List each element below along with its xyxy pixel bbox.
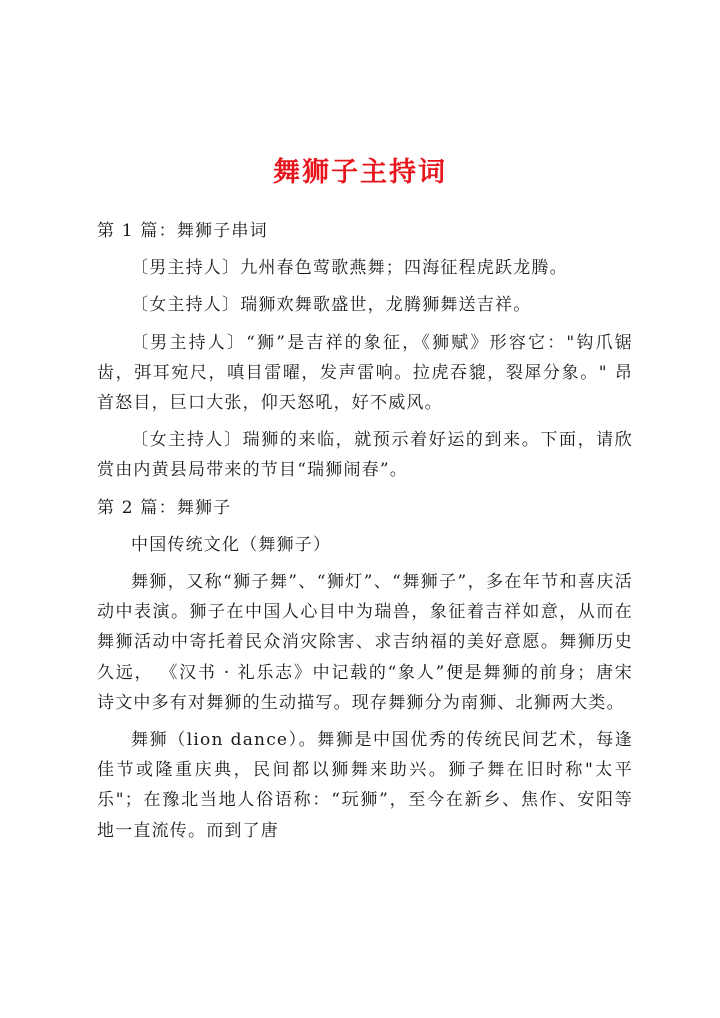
- paragraph: 〔男主持人〕“狮”是吉祥的象征，《狮赋》形容它："钩爪锯齿，弭耳宛尺，嗔目雷曜，发声雷响。拉虎吞貔，裂犀分象。" 昂首怒目，巨口大张，仰天怒吼，好不威风。: [97, 332, 633, 414]
- paragraph: 舞狮，又称“狮子舞”、“狮灯”、“舞狮子”，多在年节和喜庆活动中表演。狮子在中国人心目中为瑞兽，象征着吉祥如意，从而在舞狮活动中寄托着民众消灾除害、求吉纳福的美好意愿。舞狮历史久远， 《汉书 · 礼乐志》中记载的“象人”便是舞狮的前身；唐宋诗文中多有对舞狮的生动描写。现存舞狮分为南狮、北狮两大类。: [97, 572, 633, 713]
- paragraph: 〔女主持人〕瑞狮欢舞歌盛世，龙腾狮舞送吉祥。: [131, 295, 532, 316]
- paragraph: 〔男主持人〕九州春色莺歌燕舞；四海征程虎跃龙腾。: [131, 258, 568, 279]
- section-heading-1: 第 1 篇：舞狮子串词: [97, 221, 268, 241]
- paragraph: 舞狮（lion dance）。舞狮是中国优秀的传统民间艺术，每逢佳节或隆重庆典，民间都以狮舞来助兴。狮子舞在旧时称"太平乐"；在豫北当地人俗语称：“玩狮”，至今在新乡、焦作、安阳等地一直流传。而到了唐: [97, 730, 633, 841]
- section-heading-2: 第 2 篇：舞狮子: [97, 497, 232, 518]
- paragraph: 〔女主持人〕瑞狮的来临，就预示着好运的到来。下面，请欣赏由内黄县局带来的节目“瑞狮闹春”。: [97, 430, 633, 481]
- paragraph: 中国传统文化（舞狮子）: [131, 534, 332, 555]
- document-title: 舞狮子主持词: [273, 157, 447, 188]
- document-body: [97, 216, 633, 853]
